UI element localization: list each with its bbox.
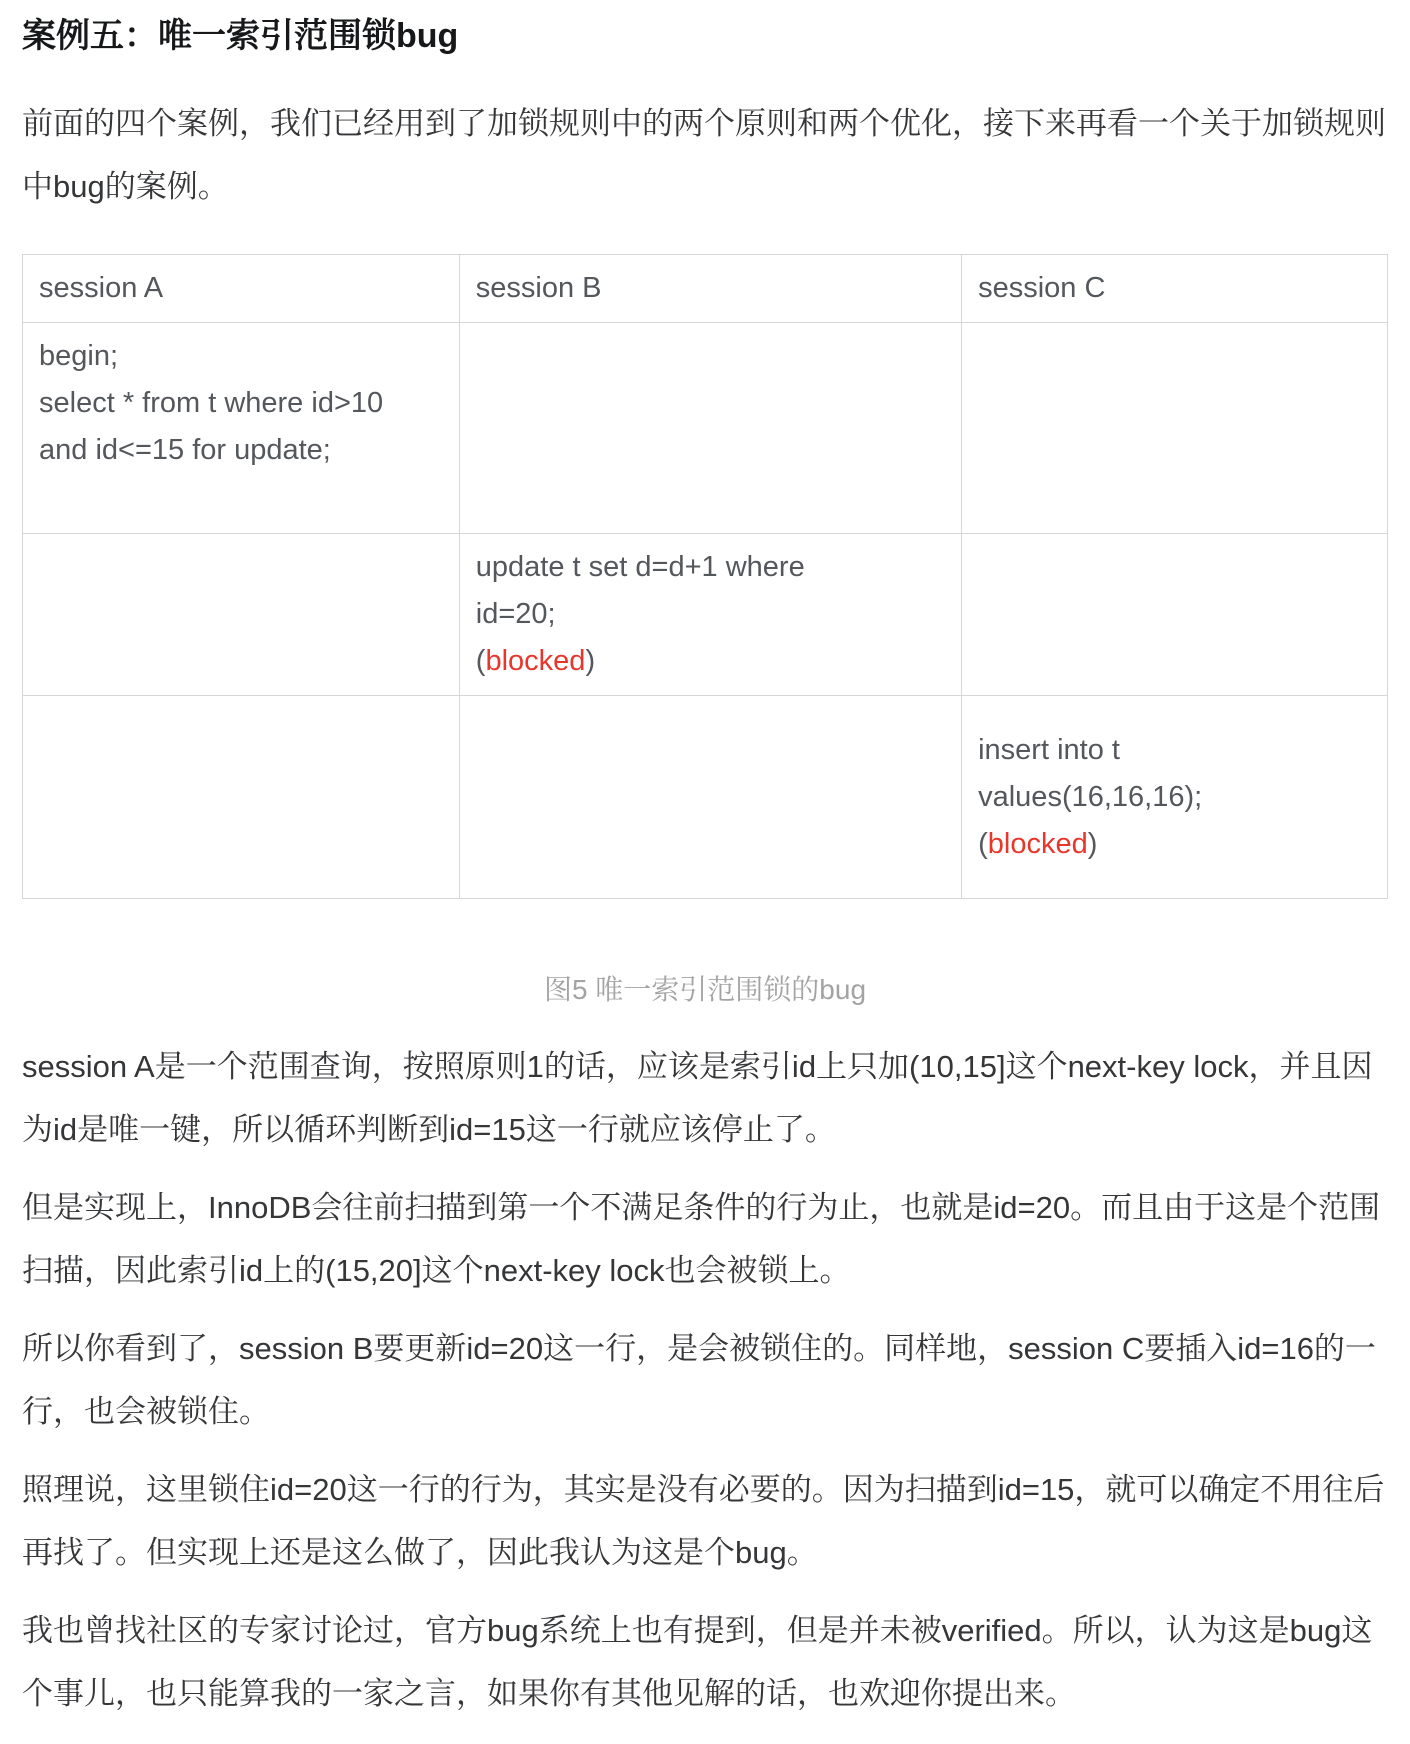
paren-open: ( — [978, 827, 988, 860]
empty-cell — [23, 534, 460, 696]
figure-caption: 图5 唯一索引范围锁的bug — [543, 974, 867, 1005]
body-paragraph: 我也曾找社区的专家讨论过，官方bug系统上也有提到，但是并未被verified。所以，认为这是bug这个事儿，也只能算我的一家之言，如果你有其他见解的话，也欢迎你提出来。 — [22, 1613, 1373, 1711]
sql-line: begin; — [39, 340, 119, 372]
empty-cell — [459, 696, 961, 899]
sql-line: insert into t — [978, 733, 1120, 766]
paren-close: ) — [585, 645, 596, 677]
paren-close: ) — [1087, 827, 1098, 860]
intro-paragraph: 前面的四个案例，我们已经用到了加锁规则中的两个原则和两个优化，接下来再看一个关于加锁规则中bug的案例。 — [22, 106, 1386, 204]
sql-line: values(16,16,16); — [978, 780, 1203, 813]
body-paragraph: 所以你看到了，session B要更新id=20这一行，是会被锁住的。同样地，session C要插入id=16的一行，也会被锁住。 — [22, 1331, 1376, 1429]
empty-cell — [23, 696, 460, 899]
blocked-status — [978, 821, 1371, 868]
empty-cell — [459, 323, 961, 534]
session-c-statement-cell — [962, 696, 1388, 899]
sql-line: select * from t where id>10 — [39, 387, 384, 419]
section-heading: 案例五：唯一索引范围锁bug — [22, 17, 459, 55]
blocked-status — [476, 638, 945, 685]
sql-line: and id<=15 for update; — [39, 434, 331, 466]
session-a-statement-cell — [23, 323, 460, 534]
session-b-statement-cell — [459, 534, 961, 696]
table-row-session-b-update — [23, 534, 1388, 696]
table-row-session-c-insert — [23, 696, 1388, 899]
table-row-session-a-select — [23, 323, 1388, 534]
body-paragraph: 照理说，这里锁住id=20这一行的行为，其实是没有必要的。因为扫描到id=15，就可以确定不用往后再找了。但实现上还是这么做了，因此我认为这是个bug。 — [22, 1472, 1385, 1570]
body-paragraph: session A是一个范围查询，按照原则1的话，应该是索引id上只加(10,15]这个next-key lock，并且因为id是唯一键，所以循环判断到id=15这一行就应该停止了。 — [22, 1049, 1373, 1147]
column-header-session-b: session B — [459, 255, 961, 323]
blocked-label: blocked — [987, 827, 1088, 860]
empty-cell — [962, 534, 1388, 696]
empty-cell — [962, 323, 1388, 534]
column-header-session-c: session C — [962, 255, 1388, 323]
lock-sessions-table — [22, 254, 1388, 899]
blocked-label: blocked — [485, 645, 586, 677]
body-paragraph: 但是实现上，InnoDB会往前扫描到第一个不满足条件的行为止，也就是id=20。而且由于这是个范围扫描，因此索引id上的(15,20]这个next-key lock也会被锁上。 — [22, 1190, 1381, 1288]
sql-line: id=20; — [475, 598, 556, 630]
table-header-row — [23, 255, 1388, 323]
column-header-session-a: session A — [23, 255, 460, 323]
sql-line: update t set d=d+1 where — [475, 551, 805, 583]
paren-open: ( — [475, 645, 486, 677]
